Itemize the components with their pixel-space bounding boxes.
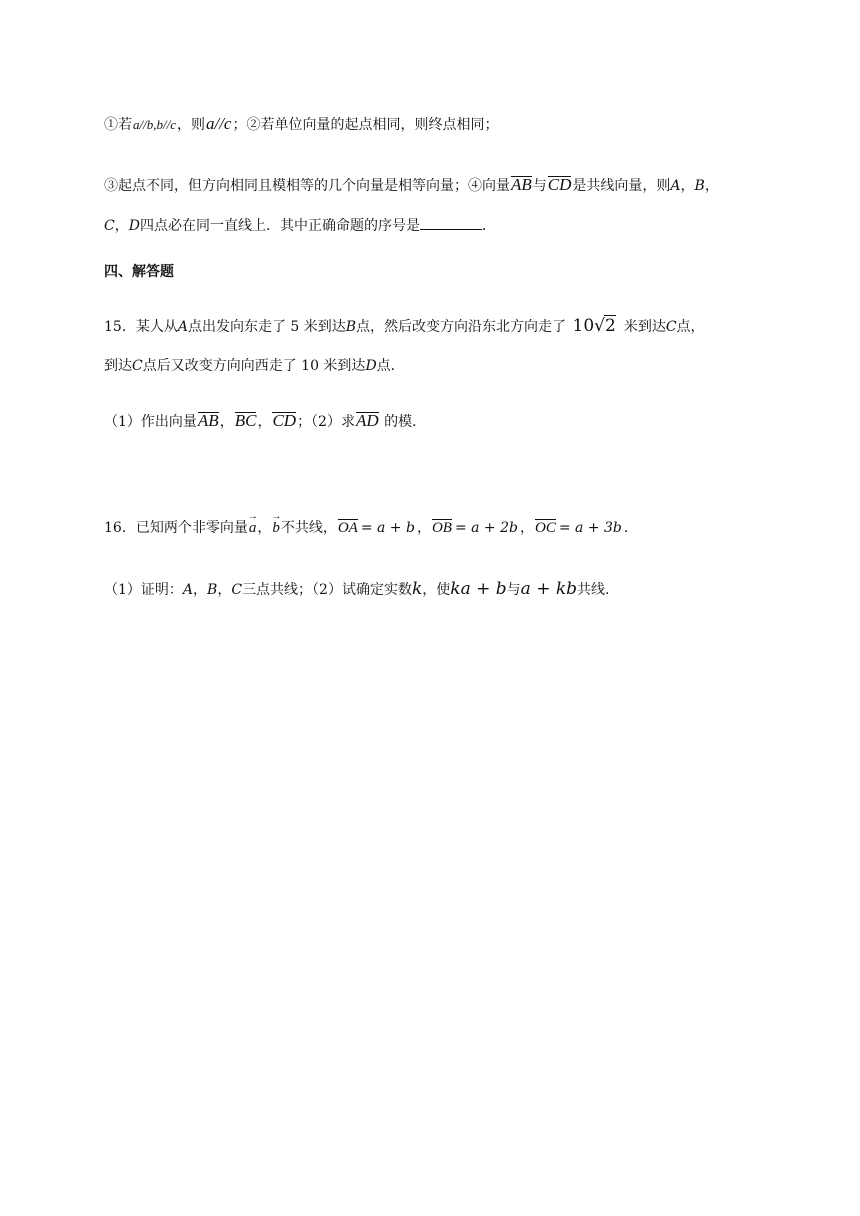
prop2-lead: ③起点不同，但方向相同且模相等的几个向量是相等向量；④向量 <box>104 178 510 194</box>
q16-sub-2: 三点共线；（2）试确定实数 <box>242 582 412 598</box>
point-A: A <box>177 319 188 335</box>
proposition-line-2: ③起点不同，但方向相同且模相等的几个向量是相等向量；④向量AB与CD是共线向量，则A，B， <box>104 175 719 194</box>
prop1-mid: ，则 <box>176 117 205 133</box>
vector-OB: OB <box>431 520 452 536</box>
q16-sub-3: ，使 <box>422 582 451 598</box>
distance-coefficient: 10 <box>572 316 595 336</box>
point-C: C <box>231 582 243 598</box>
q15-line-2 <box>104 356 405 376</box>
vector-BC: BC <box>234 411 257 430</box>
q16-line-1: 16．已知两个非零向量a →，b →不共线，OA = a + b ，OB = a + 2b ，OC = a + 3b ． <box>104 518 638 538</box>
point-A: A <box>182 582 194 598</box>
q15-sub-3: 的模． <box>384 414 427 430</box>
q15-text: 点， <box>676 319 705 335</box>
q16-text: 不共线， <box>280 520 337 536</box>
point-A: A <box>670 178 681 194</box>
equation-OC: = a + 3b <box>558 520 622 536</box>
point-B: B <box>207 582 218 598</box>
q15-sub-2: ；（2）求 <box>297 414 355 430</box>
point-B: B <box>694 178 705 194</box>
vector-a: a → <box>248 518 258 538</box>
q16-sub-4: 共线. <box>577 582 610 598</box>
q15-distance <box>573 316 616 336</box>
expression-a-plus-kb: a + kb <box>520 579 578 599</box>
prop1-conclusion: a//c <box>205 114 232 133</box>
point-D: D <box>365 358 377 374</box>
q15-text: 米到达 <box>623 319 666 335</box>
distance-radicand: 2 <box>605 316 616 336</box>
point-B: B <box>345 319 357 335</box>
equation-OB: = a + 2b <box>454 520 518 536</box>
q15-text: 点出发向东走了 5 米到达 <box>187 319 346 335</box>
q16-with: 与 <box>506 582 521 598</box>
vector-OA: OA <box>337 520 358 536</box>
prop1-lead: ①若 <box>104 117 132 133</box>
vector-OC: OC <box>534 520 556 536</box>
vector-CD: CD <box>547 175 572 194</box>
proposition-line-1 <box>104 114 498 135</box>
vector-CD: CD <box>272 411 297 430</box>
q15-subquestions: （1）作出向量AB，BC，CD；（2）求AD 的模． <box>104 411 427 430</box>
vector-AB: AB <box>511 175 532 194</box>
q15-sub-1: （1）作出向量 <box>104 414 197 430</box>
q15-text: 点后又改变方向向西走了 10 米到达 <box>142 358 366 374</box>
point-C: C <box>665 319 677 335</box>
proposition-line-3: C，D四点必在同一直线上．其中正确命题的序号是 ． <box>104 215 496 236</box>
prop2-mid: 与 <box>532 178 547 194</box>
vector-AB: AB <box>197 411 219 430</box>
q15-text: 某人从 <box>135 319 178 335</box>
vector-AD: AD <box>355 411 379 430</box>
q15-text: 到达 <box>104 358 132 374</box>
q16-end: ． <box>623 520 638 536</box>
equation-OA: = a + b <box>360 520 415 536</box>
q15-number: 15． <box>104 319 136 335</box>
radical-sign: √ <box>594 316 605 336</box>
q15-line-1 <box>104 315 705 337</box>
point-D: D <box>128 218 140 234</box>
prop2-tail: 是共线向量，则 <box>572 178 671 194</box>
q16-sub-1: （1）证明： <box>104 582 183 598</box>
q16-subquestions: （1）证明：A，B，C三点共线；（2）试确定实数k，使ka + b与a + kb共线. <box>104 579 610 599</box>
prop1-condition: a//b,b//c <box>133 117 176 132</box>
point-C: C <box>104 218 115 234</box>
point-C: C <box>132 358 143 374</box>
prop1-tail: ；②若单位向量的起点相同，则终点相同； <box>232 117 499 133</box>
answer-blank[interactable] <box>420 215 482 230</box>
q15-text: 点，然后改变方向沿东北方向走了 <box>356 319 567 335</box>
q16-number: 16．已知两个非零向量 <box>104 520 248 536</box>
q15-text: 点． <box>376 358 405 374</box>
expression-ka-plus-b: ka + b <box>450 579 507 599</box>
section-heading: 四、解答题 <box>104 264 174 280</box>
prop3-end: ． <box>481 218 496 234</box>
variable-k: k <box>411 579 423 599</box>
prop3-text: 四点必在同一直线上．其中正确命题的序号是 <box>139 218 420 234</box>
vector-b: b → <box>271 518 281 538</box>
